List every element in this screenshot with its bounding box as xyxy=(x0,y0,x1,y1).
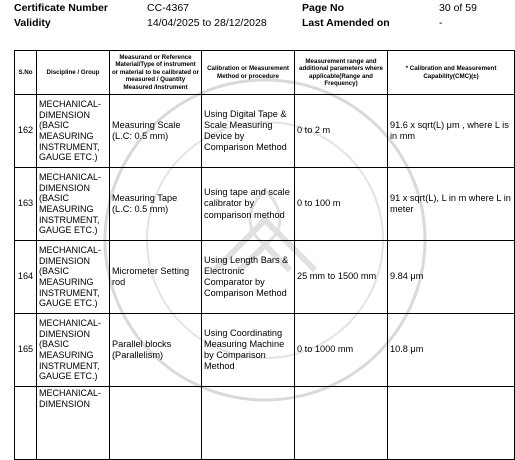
row-cmc: 9.84 μm xyxy=(388,241,515,314)
row-range: 0 to 2 m xyxy=(295,95,388,168)
row-cmc: 91.6 x sqrt(L) μm , where L is in mm xyxy=(388,95,515,168)
validity-value: 14/04/2025 to 28/12/2028 xyxy=(147,17,267,29)
row-cmc: 91 x sqrt(L), L in m where L in meter xyxy=(388,168,515,241)
certificate-header xyxy=(14,0,495,34)
row-method: Using Length Bars & Electronic Comparator by Comparison Method xyxy=(202,241,295,314)
row-sno: 163 xyxy=(15,168,37,241)
header-row-2 xyxy=(14,17,495,31)
row-discipline: MECHANICAL- DIMENSION (BASIC MEASURING INSTRUMENT, GAUGE ETC.) xyxy=(37,168,110,241)
table-row xyxy=(15,168,515,241)
last-amended-label: Last Amended on xyxy=(302,17,390,29)
row-cmc: 10.8 μm xyxy=(388,314,515,387)
last-amended-value: - xyxy=(439,17,443,29)
page-no-label: Page No xyxy=(302,2,345,14)
row-range xyxy=(295,387,388,460)
row-discipline: MECHANICAL- DIMENSION xyxy=(37,387,110,460)
col-sno: S.No xyxy=(15,51,37,95)
row-discipline: MECHANICAL- DIMENSION (BASIC MEASURING INSTRUMENT, GAUGE ETC.) xyxy=(37,314,110,387)
row-range: 25 mm to 1500 mm xyxy=(295,241,388,314)
row-sno: 164 xyxy=(15,241,37,314)
col-discipline: Discipline / Group xyxy=(37,51,110,95)
table-row xyxy=(15,314,515,387)
row-measurand: Measuring Scale (L.C: 0.5 mm) xyxy=(110,95,202,168)
row-measurand: Parallel blocks (Parallelism) xyxy=(110,314,202,387)
col-measurand: Measurand or Reference Material/Type of instrument or material to be calibrated or measured / Quantity Measured /Instrument xyxy=(110,51,202,95)
col-cmc: * Calibration and Measurement Capability(CMC)(±) xyxy=(388,51,515,95)
row-measurand: Micrometer Setting rod xyxy=(110,241,202,314)
col-range: Measurement range and additional parameters where applicable(Range and Frequency) xyxy=(295,51,388,95)
row-method: Using Digital Tape & Scale Measuring Device by Comparison Method xyxy=(202,95,295,168)
scope-table xyxy=(14,50,515,460)
certificate-number-label: Certificate Number xyxy=(14,2,108,14)
table-row xyxy=(15,95,515,168)
validity-label: Validity xyxy=(14,17,51,29)
row-sno xyxy=(15,387,37,460)
table-row xyxy=(15,387,515,460)
row-method: Using tape and scale calibrator by comparison method xyxy=(202,168,295,241)
table-header-row xyxy=(15,51,515,95)
certificate-number-value: CC-4367 xyxy=(147,2,190,14)
row-range: 0 to 1000 mm xyxy=(295,314,388,387)
row-range: 0 to 100 m xyxy=(295,168,388,241)
row-method: Using Coordinating Measuring Machine by Comparison Method xyxy=(202,314,295,387)
row-measurand xyxy=(110,387,202,460)
row-measurand: Measuring Tape (L.C: 0.5 mm) xyxy=(110,168,202,241)
row-method xyxy=(202,387,295,460)
header-row-1 xyxy=(14,2,495,16)
row-sno: 165 xyxy=(15,314,37,387)
row-discipline: MECHANICAL- DIMENSION (BASIC MEASURING INSTRUMENT, GAUGE ETC.) xyxy=(37,241,110,314)
col-method: Calibration or Measurement Method or procedure xyxy=(202,51,295,95)
page-no-value: 30 of 59 xyxy=(439,2,477,14)
row-cmc xyxy=(388,387,515,460)
row-discipline: MECHANICAL- DIMENSION (BASIC MEASURING INSTRUMENT, GAUGE ETC.) xyxy=(37,95,110,168)
row-sno: 162 xyxy=(15,95,37,168)
table-row xyxy=(15,241,515,314)
